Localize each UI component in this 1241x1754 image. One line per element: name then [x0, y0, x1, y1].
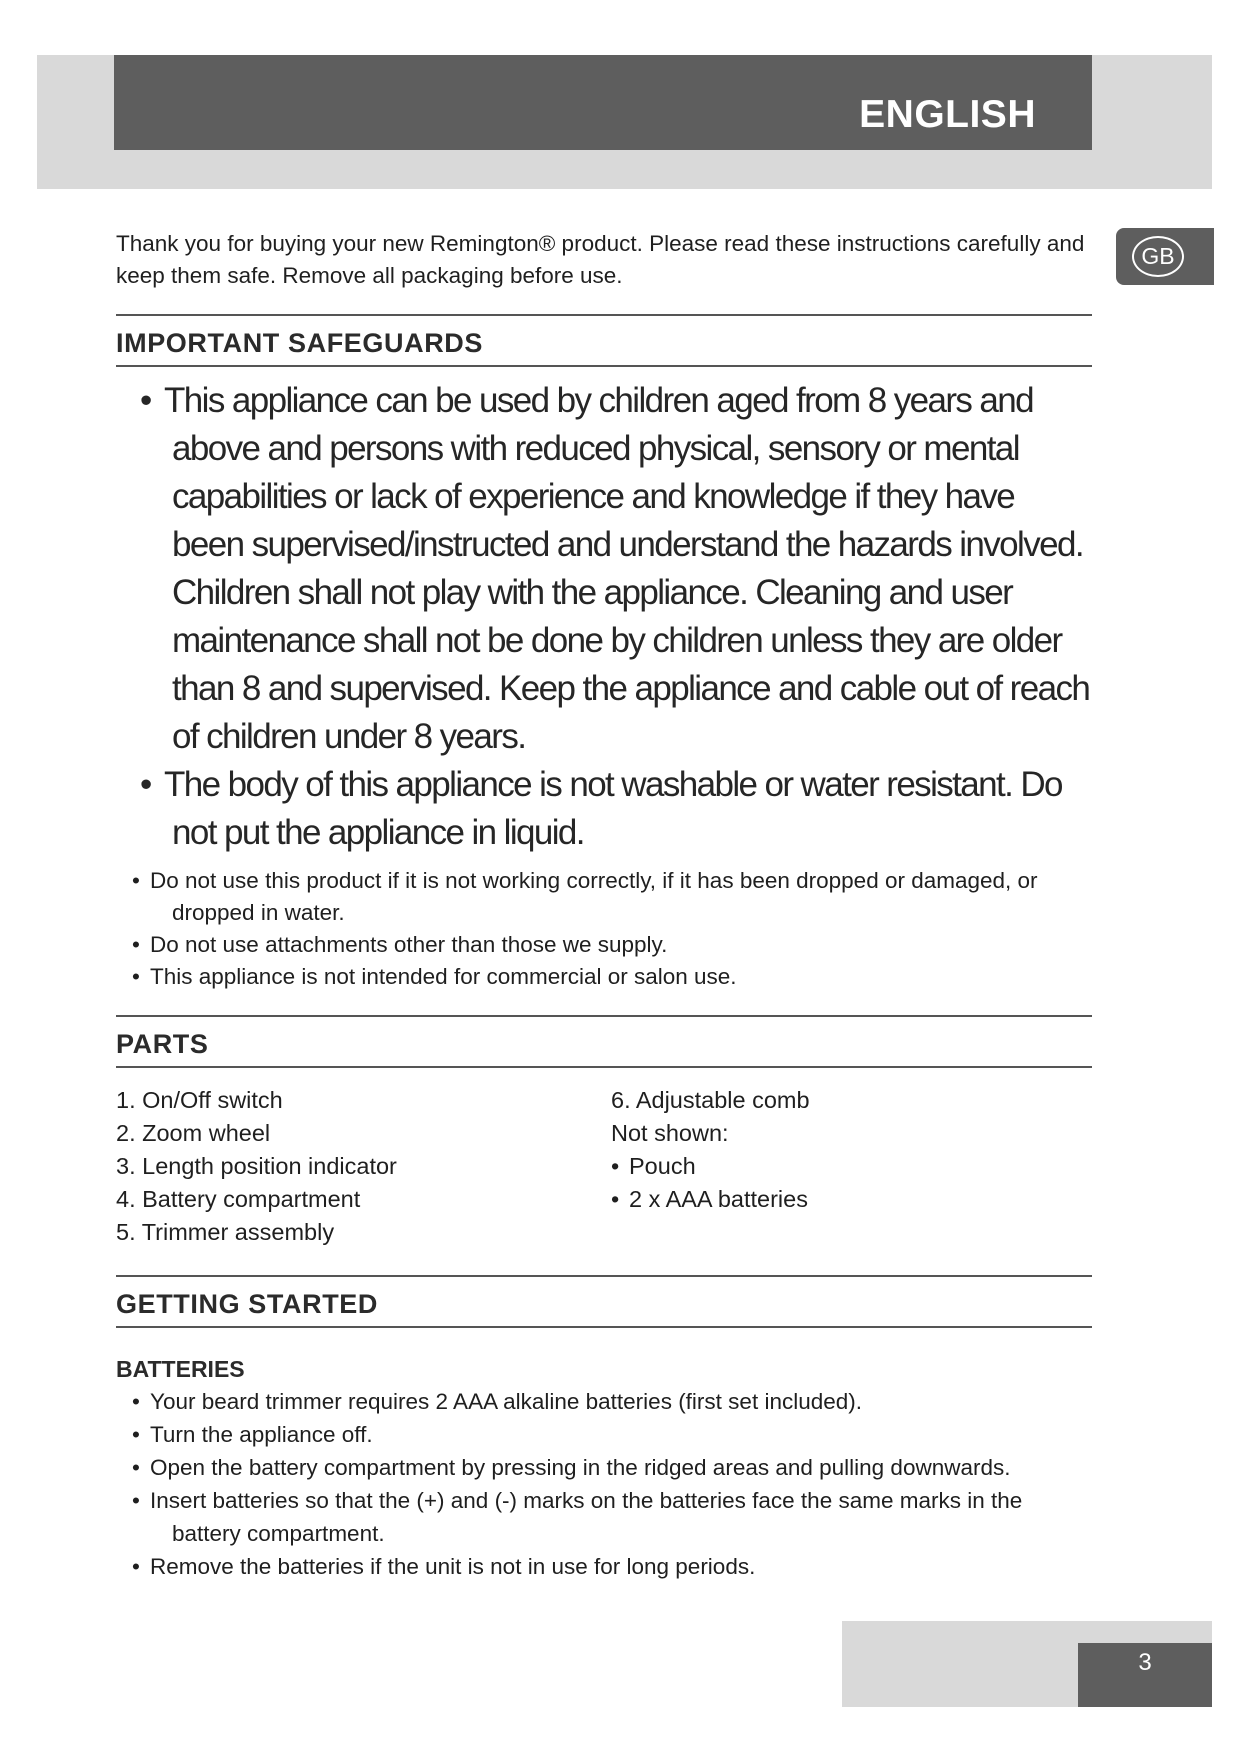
batteries-heading: BATTERIES: [116, 1356, 245, 1382]
part-item: 3. Length position indicator: [116, 1153, 397, 1179]
part-item: 4. Battery compartment: [116, 1186, 361, 1212]
not-shown-item: • Pouch: [611, 1150, 1081, 1183]
part-item: 5. Trimmer assembly: [116, 1219, 335, 1245]
safeguards-large-list: [116, 377, 1092, 857]
part-item: 2. Zoom wheel: [116, 1120, 271, 1146]
list-item: • Open the battery compartment by pressing in the ridged areas and pulling downwards.: [116, 1451, 1092, 1484]
bullet-icon: •: [132, 964, 140, 989]
list-item: • This appliance is not intended for commercial or salon use.: [116, 961, 1092, 993]
list-item: • Do not use attachments other than those we supply.: [116, 929, 1092, 961]
list-item: • Do not use this product if it is not working correctly, if it has been dropped or damaged, or dropped in water.: [116, 865, 1092, 929]
part-item: 1. On/Off switch: [116, 1087, 283, 1113]
list-item: • Your beard trimmer requires 2 AAA alkaline batteries (first set included).: [116, 1385, 1092, 1418]
list-item: • Insert batteries so that the (+) and (-) marks on the batteries face the same marks in the battery compartment.: [116, 1484, 1092, 1550]
parts-right-column: [611, 1084, 1081, 1249]
bullet-icon: •: [132, 1554, 140, 1579]
not-shown-label: Not shown:: [611, 1120, 729, 1146]
parts-title: PARTS: [116, 1029, 209, 1059]
not-shown-item: • 2 x AAA batteries: [611, 1183, 1081, 1216]
gb-label: GB: [1132, 236, 1184, 277]
bullet-icon: •: [132, 932, 140, 957]
bullet-icon: •: [132, 1389, 140, 1414]
bullet-icon: •: [140, 381, 153, 420]
parts-list: [116, 1084, 1092, 1249]
list-item: • Turn the appliance off.: [116, 1418, 1092, 1451]
part-item: 6. Adjustable comb: [611, 1087, 810, 1113]
language-title: ENGLISH: [859, 93, 1036, 136]
list-item: • This appliance can be used by children aged from 8 years and above and persons with reduced physical, sensory or mental capabilities or lack of experience and knowledge if they have been supervised/instructed and understand the hazards involved. Children shall not play with the appliance. Cleaning and user maintenance shall not be done by children unless they are older than 8 and supervised. Keep the appliance and cable out of reach of children under 8 years.: [116, 377, 1092, 761]
parts-header: [116, 1015, 1092, 1068]
page-number: 3: [1138, 1649, 1152, 1676]
getting-started-title: GETTING STARTED: [116, 1289, 378, 1319]
bullet-icon: •: [140, 765, 153, 804]
bullet-icon: •: [611, 1153, 620, 1179]
batteries-list: [116, 1385, 1092, 1583]
bullet-icon: •: [132, 1455, 140, 1480]
getting-started-header: [116, 1275, 1092, 1328]
language-tab: [1116, 228, 1214, 285]
bullet-icon: •: [132, 1488, 140, 1513]
list-item: • The body of this appliance is not washable or water resistant. Do not put the appliance in liquid.: [116, 761, 1092, 857]
list-item: • Remove the batteries if the unit is not in use for long periods.: [116, 1550, 1092, 1583]
safeguards-title: IMPORTANT SAFEGUARDS: [116, 328, 483, 358]
bullet-icon: •: [132, 868, 140, 893]
language-banner: [114, 55, 1092, 150]
page-number-box: [1078, 1643, 1212, 1707]
parts-left-column: [116, 1084, 611, 1249]
bullet-icon: •: [132, 1422, 140, 1447]
bullet-icon: •: [611, 1186, 620, 1212]
safeguards-header: [116, 314, 1092, 367]
intro-text: Thank you for buying your new Remington® product. Please read these instructions carefully and keep them safe. Remove all packaging before use.: [116, 231, 1085, 288]
main-content: [116, 228, 1092, 1583]
safeguards-small-list: [116, 865, 1092, 993]
